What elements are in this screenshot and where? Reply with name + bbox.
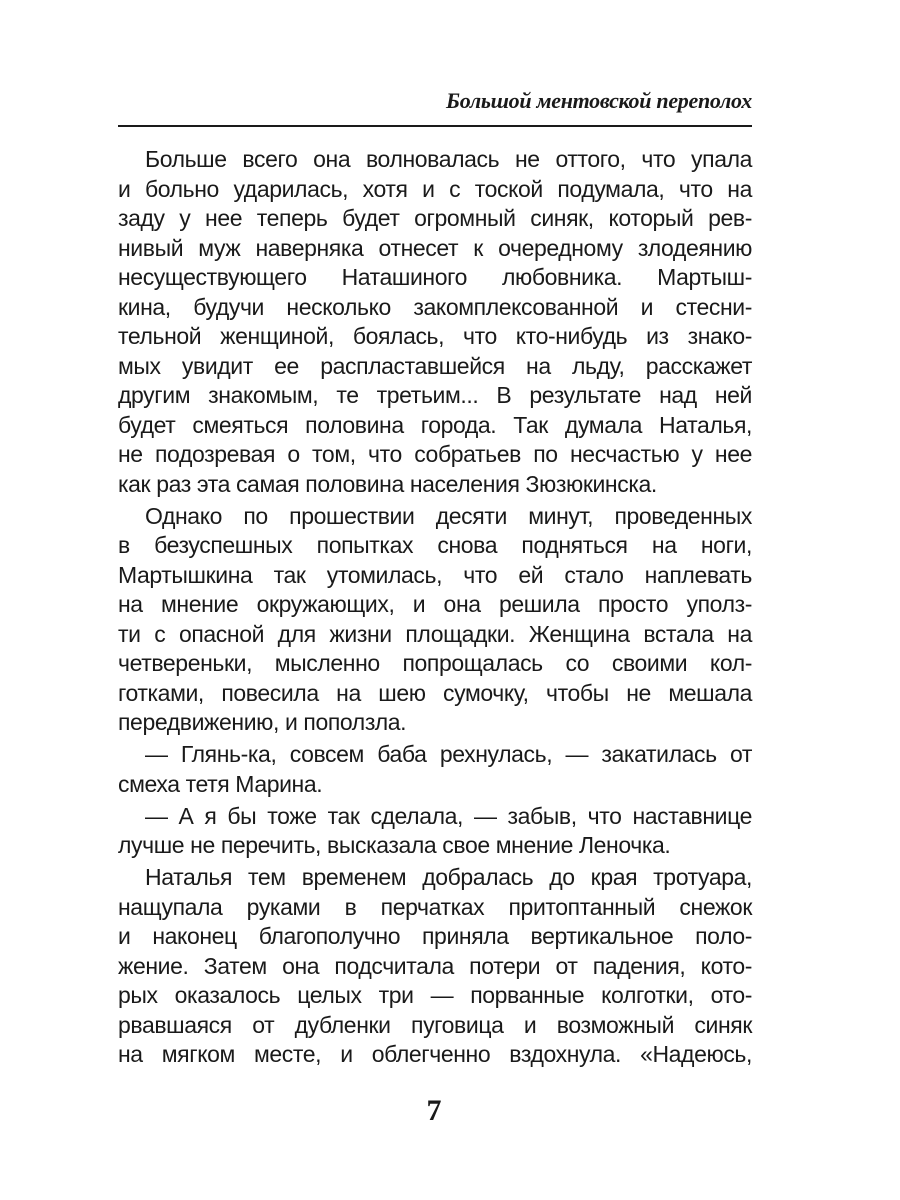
text-line: кина, будучи несколько закомплексованной и стесни-: [118, 293, 752, 320]
text-line: смеха тетя Марина.: [118, 770, 323, 797]
text-line: и наконец благополучно приняла вертикальное поло-: [118, 923, 752, 949]
text-line: другим знакомым, те третьим... В результате над ней: [118, 382, 752, 408]
text-line: лучше не перечить, высказала свое мнение Леночка.: [118, 832, 671, 858]
text-line: Больше всего она волновалась не оттого, что упала: [145, 146, 752, 172]
paragraph: [118, 502, 752, 738]
text-line: не подозревая о том, что собратьев по несчастью у нее: [118, 441, 752, 467]
text-line: на мягком месте, и облегченно вздохнула. «Надеюсь,: [118, 1041, 752, 1067]
text-line: нивый муж наверняка отнесет к очередному злодеянию: [118, 234, 752, 261]
text-line: передвижению, и поползла.: [118, 709, 407, 735]
text-line: — А я бы тоже так сделала, — забыв, что наставнице: [145, 802, 752, 829]
paragraph: [118, 802, 752, 861]
paragraph: [118, 740, 752, 799]
text-line: как раз эта самая половина населения Зюзюкинска.: [118, 470, 657, 497]
page-number: 7: [426, 1094, 442, 1127]
text-line: рвавшаяся от дубленки пуговица и возможный синяк: [118, 1011, 752, 1038]
text-line: и больно ударилась, хотя и с тоской подумала, что на: [118, 175, 752, 202]
text-line: несуществующего Наташиного любовника. Мартыш-: [118, 264, 752, 290]
text-line: жение. Затем она подсчитала потери от падения, кото-: [118, 952, 752, 979]
text-line: ти с опасной для жизни площадки. Женщина встала на: [118, 620, 752, 647]
text-line: в безуспешных попытках снова подняться на ноги,: [118, 532, 752, 558]
text-line: рых оказалось целых три — порванные колготки, ото-: [118, 982, 752, 1008]
text-line: — Глянь-ка, совсем баба рехнулась, — закатилась от: [145, 741, 752, 767]
text-line: мых увидит ее распластавшейся на льду, расскажет: [118, 352, 752, 379]
text-line: тельной женщиной, боялась, что кто-нибудь из знако-: [118, 323, 752, 349]
text-line: Мартышкина так утомилась, что ей стало наплевать: [118, 561, 752, 588]
text-line: Наталья тем временем добралась до края тротуара,: [145, 864, 752, 890]
body-text: [118, 145, 752, 1070]
text-line: четвереньки, мысленно попрощалась со своими кол-: [118, 650, 752, 676]
paragraph: [118, 863, 752, 1070]
header-rule: [118, 125, 752, 127]
text-line: готками, повесила на шею сумочку, чтобы не мешала: [118, 679, 752, 706]
paragraph: [118, 145, 752, 499]
running-head: Большой ментовской переполох: [446, 88, 752, 113]
text-line: нащупала руками в перчатках притоптанный снежок: [118, 893, 752, 920]
text-line: заду у нее теперь будет огромный синяк, который рев-: [118, 205, 752, 231]
text-line: Однако по прошествии десяти минут, проведенных: [145, 502, 752, 529]
text-line: на мнение окружающих, и она решила просто уполз-: [118, 591, 752, 617]
text-line: будет смеяться половина города. Так думала Наталья,: [118, 411, 752, 438]
